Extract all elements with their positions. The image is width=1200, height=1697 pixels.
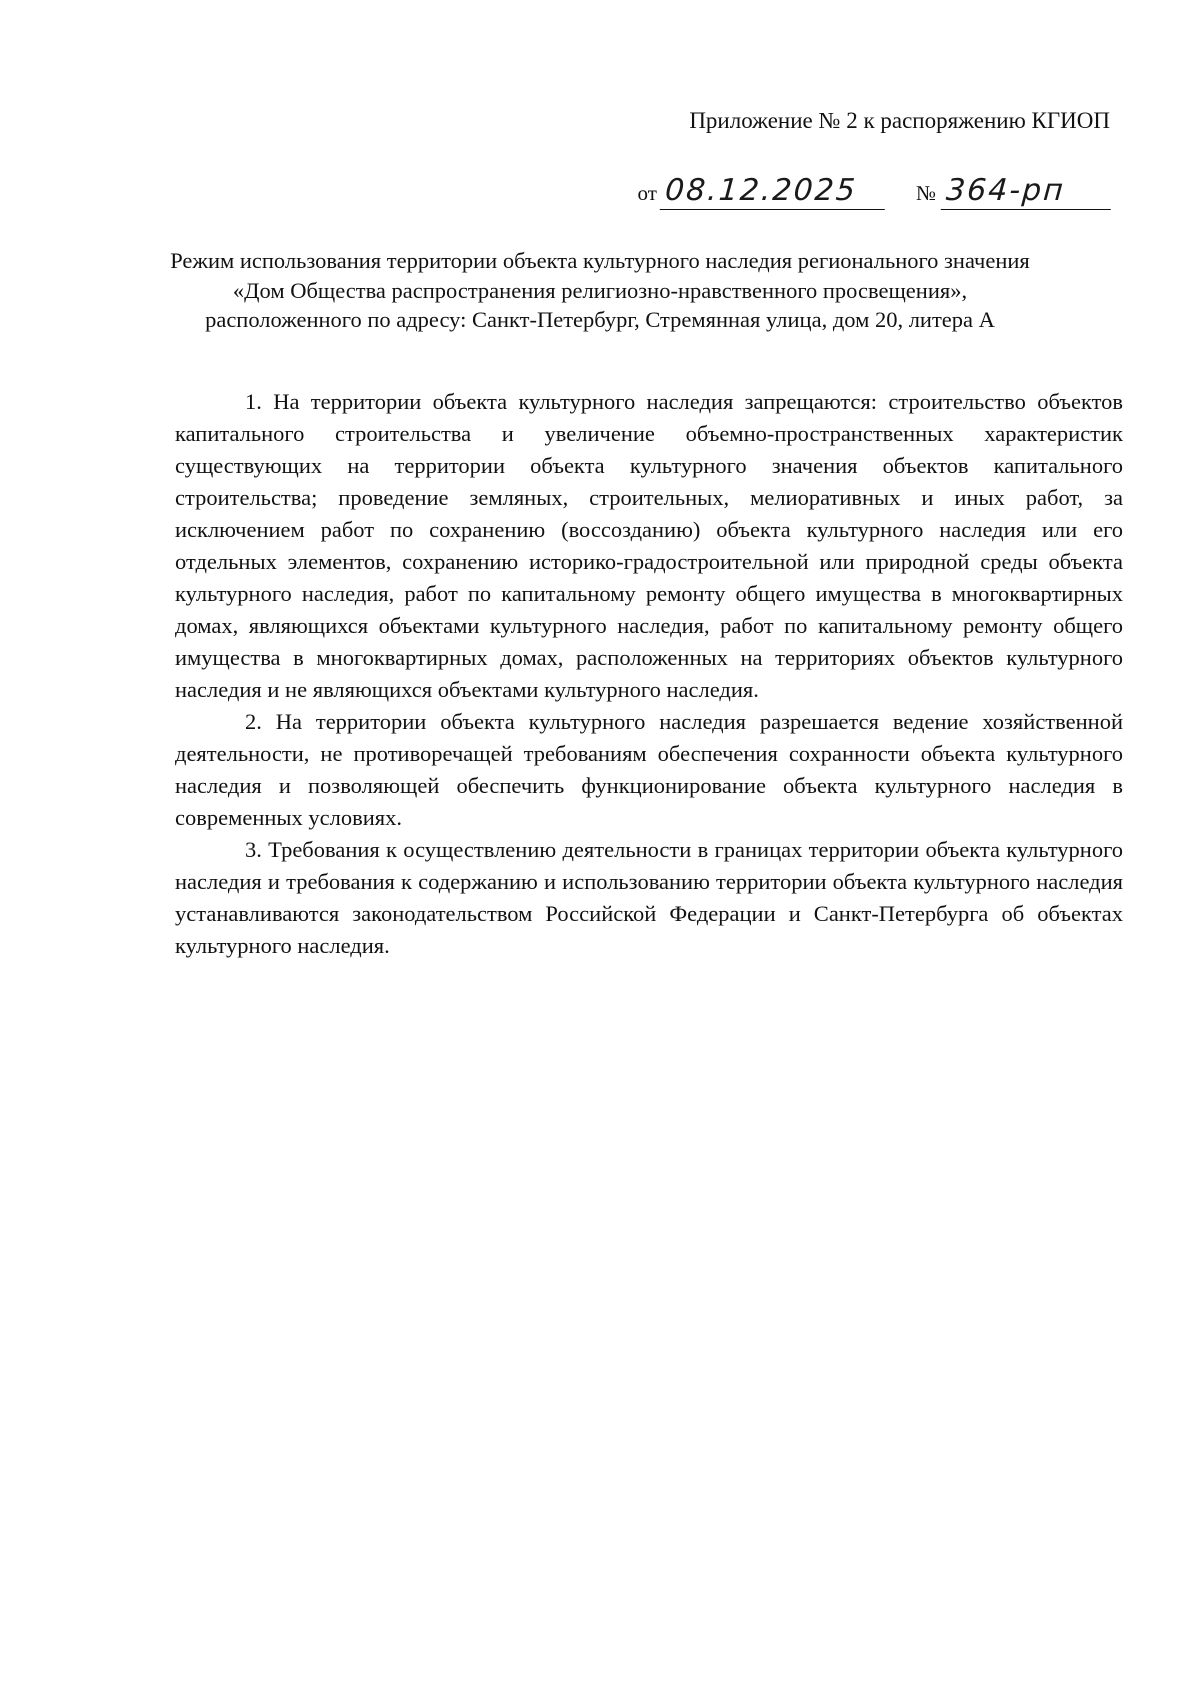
- document-body: [175, 386, 1123, 962]
- order-details: [638, 166, 1112, 210]
- title-line: Режим использования территории объекта культурного наследия регионального значения: [170, 248, 1030, 273]
- document-title: [120, 246, 1080, 335]
- appendix-reference: Приложение № 2 к распоряжению КГИОП: [689, 108, 1110, 133]
- paragraph-1: 1. На территории объекта культурного наследия запрещаются: строительство объектов капитального строительства и увеличение объемно-пространственных характеристик существующих на территории объекта культурного значения объектов капитального строительства; проведение земляных, строительных, мелиоративных и иных работ, за исключением работ по сохранению (воссозданию) объекта культурного наследия или его отдельных элементов, сохранению историко-градостроительной или природной среды объекта культурного наследия, работ по капитальному ремонту общего имущества в многоквартирных домах, являющихся объектами культурного наследия, работ по капитальному ремонту общего имущества в многоквартирных домах, расположенных на территориях объектов культурного наследия и не являющихся объектами культурного наследия.: [175, 389, 1123, 702]
- order-number: 364-рп: [941, 174, 1114, 210]
- paragraph-2: 2. На территории объекта культурного наследия разрешается ведение хозяйственной деятельности, не противоречащей требованиям обеспечения сохранности объекта культурного наследия и позволяющей обеспечить функционирование объекта культурного наследия в современных условиях.: [175, 709, 1123, 830]
- title-line: «Дом Общества распространения религиозно-нравственного просвещения»,: [232, 277, 968, 303]
- paragraph-3: 3. Требования к осуществлению деятельности в границах территории объекта культурного наследия и требования к содержанию и использованию территории объекта культурного наследия устанавливаются законодательством Российской Федерации и Санкт-Петербурга об объектах культурного наследия.: [175, 837, 1123, 958]
- date-prefix: от: [637, 181, 657, 205]
- title-line: расположенного по адресу: Санкт-Петербург, Стремянная улица, дом 20, литера А: [205, 307, 995, 332]
- number-sign: №: [915, 181, 936, 205]
- order-date: 08.12.2025: [660, 174, 888, 210]
